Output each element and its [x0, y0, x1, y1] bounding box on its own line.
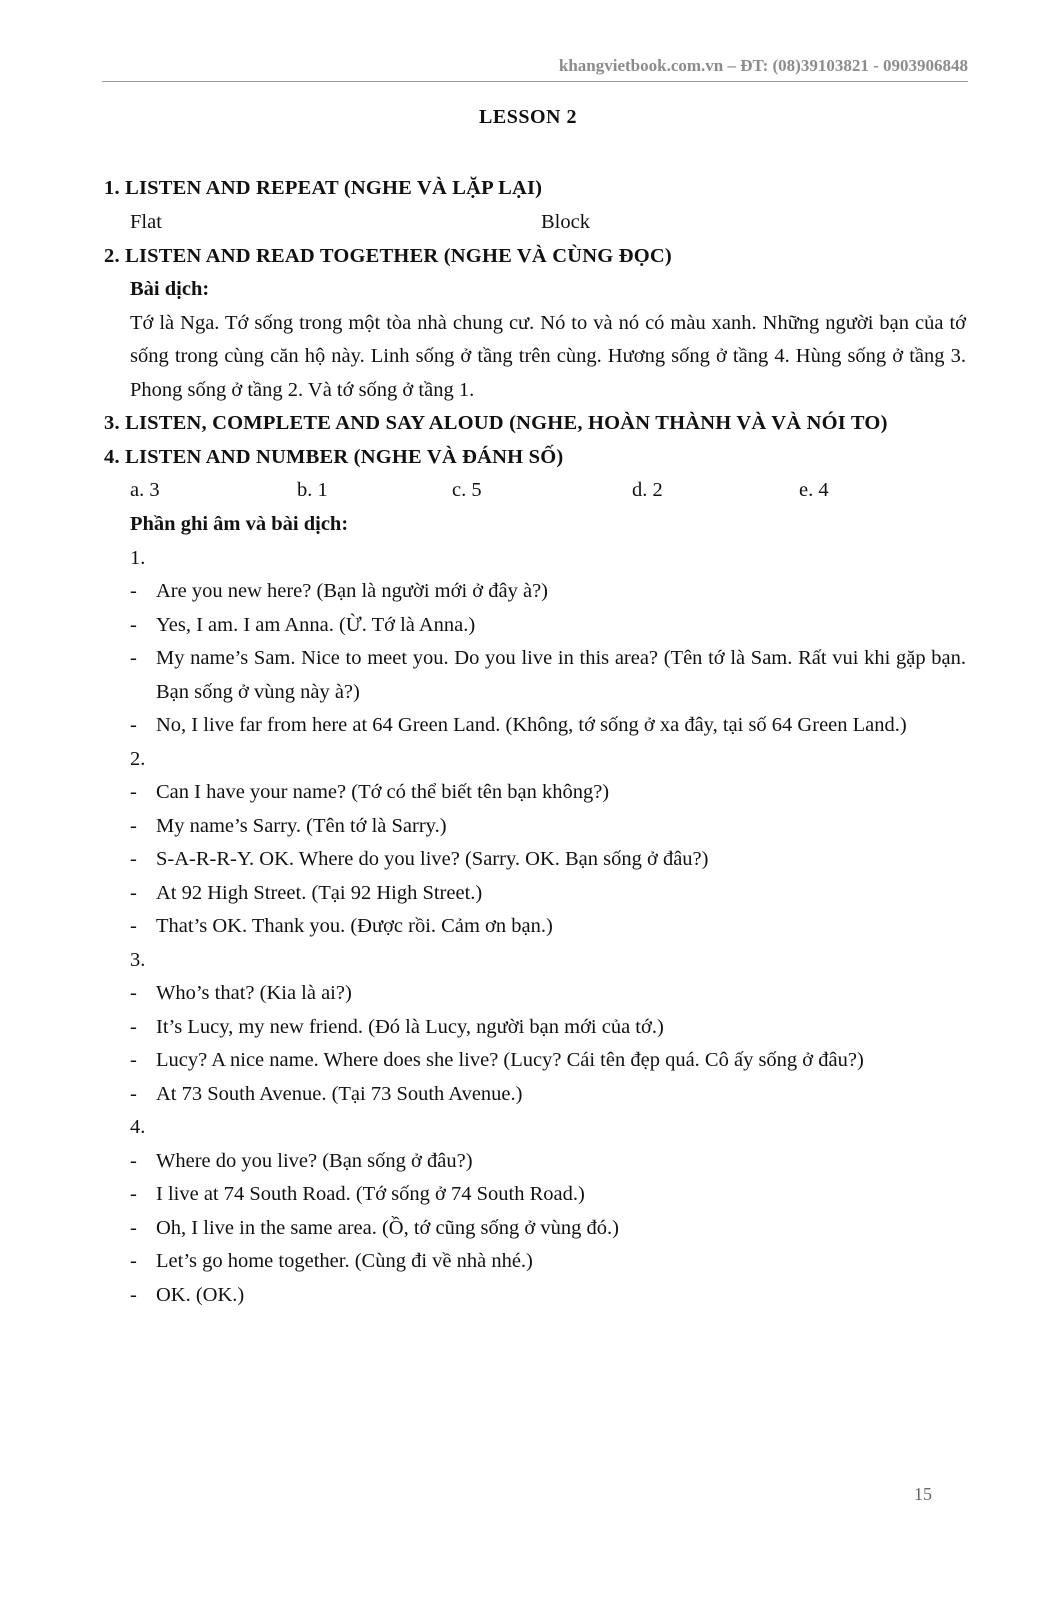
dialogue-number: 3. — [130, 948, 146, 971]
page-number: 15 — [914, 1484, 932, 1504]
dash-bullet: - — [130, 714, 137, 736]
vocab-word: Block — [541, 210, 590, 233]
dialogue-number: 4. — [130, 1116, 146, 1138]
lesson-title: LESSON 2 — [479, 106, 577, 128]
dash-bullet: - — [130, 1250, 137, 1272]
dash-bullet: - — [130, 982, 137, 1004]
dialogue-text: My name’s Sam. Nice to meet you. Do you live in this area? (Tên tớ là Sam. Rất vui khi gặp bạn. Bạn sống ở vùng này à?) — [156, 647, 966, 703]
dialogue-text: My name’s Sarry. (Tên tớ là Sarry.) — [156, 814, 447, 837]
dash-bullet: - — [130, 915, 137, 937]
answer-item: c. 5 — [452, 479, 482, 501]
dialogue-line — [104, 609, 966, 643]
page-header: khangvietbook.com.vn – ĐT: (08)39103821 - 0903906848 — [102, 56, 968, 82]
dialogue-text: At 73 South Avenue. (Tại 73 South Avenue.) — [156, 1082, 523, 1105]
answer-row — [104, 474, 966, 508]
dialogue-line — [104, 843, 966, 877]
dialogue-text: At 92 High Street. (Tại 92 High Street.) — [156, 881, 483, 904]
dialogue-line — [104, 1044, 966, 1078]
dialogue-text: Where do you live? (Bạn sống ở đâu?) — [156, 1149, 473, 1172]
dash-bullet: - — [130, 580, 137, 602]
dialogue-line — [104, 977, 966, 1011]
dialogue-text: Are you new here? (Bạn là người mới ở đây à?) — [156, 580, 548, 602]
dialogue-text: Oh, I live in the same area. (Ồ, tớ cũng sống ở vùng đó.) — [156, 1216, 619, 1239]
dialogue-text: S-A-R-R-Y. OK. Where do you live? (Sarry. OK. Bạn sống ở đâu?) — [156, 848, 709, 870]
dash-bullet: - — [130, 1049, 137, 1071]
dash-bullet: - — [130, 881, 137, 904]
dialogue-line — [104, 1078, 966, 1112]
dialogue-line — [104, 910, 966, 944]
dialogue-line — [104, 575, 966, 609]
dash-bullet: - — [130, 848, 137, 870]
answer-item: e. 4 — [799, 479, 829, 501]
answer-item: d. 2 — [632, 479, 663, 501]
dialogue-text: Let’s go home together. (Cùng đi về nhà nhé.) — [156, 1250, 533, 1272]
dialogue-text: Can I have your name? (Tớ có thể biết tên bạn không?) — [156, 781, 610, 803]
dialogue-text: Lucy? A nice name. Where does she live? (Lucy? Cái tên đẹp quá. Cô ấy sống ở đâu?) — [156, 1049, 864, 1071]
answer-item: a. 3 — [130, 479, 160, 501]
dialogue-line — [104, 1178, 966, 1212]
transcript-label: Phần ghi âm và bài dịch: — [130, 513, 349, 535]
dialogue-number: 2. — [130, 747, 146, 770]
dialogue-line — [104, 1011, 966, 1045]
dialogue-text: OK. (OK.) — [156, 1283, 245, 1306]
dialogue-line — [104, 776, 966, 810]
dialogue-text: I live at 74 South Road. (Tớ sống ở 74 South Road.) — [156, 1183, 585, 1205]
section-2-heading: 2. LISTEN AND READ TOGETHER (NGHE VÀ CÙNG ĐỌC) — [104, 244, 672, 267]
dialogue-line — [104, 642, 966, 709]
dialogue-text: That’s OK. Thank you. (Được rồi. Cảm ơn bạn.) — [156, 915, 553, 937]
dialogue-number: 1. — [130, 546, 146, 569]
dash-bullet: - — [130, 647, 137, 669]
dash-bullet: - — [130, 613, 137, 636]
dialogue-line — [104, 1212, 966, 1246]
dialogue-line — [104, 877, 966, 911]
translation-paragraph: Tớ là Nga. Tớ sống trong một tòa nhà chung cư. Nó to và nó có màu xanh. Những người bạn của tớ sống trong cùng căn hộ này. Linh sống ở tầng trên cùng. Hương sống ở tầng 4. Hùng sống ở tầng 3. Phong sống ở tầng 2. Và tớ sống ở tầng 1. — [130, 311, 966, 401]
dialogue-line — [104, 1279, 966, 1313]
translation-label: Bài dịch: — [130, 278, 210, 300]
section-1-heading: 1. LISTEN AND REPEAT (NGHE VÀ LẶP LẠI) — [104, 177, 543, 199]
dialogue-line — [104, 1145, 966, 1179]
dialogue-line — [104, 810, 966, 844]
vocabulary-row — [104, 206, 966, 240]
vocab-word: Flat — [130, 210, 162, 233]
dash-bullet: - — [130, 1015, 137, 1038]
dash-bullet: - — [130, 1149, 137, 1172]
dash-bullet: - — [130, 814, 137, 837]
lesson-content — [104, 172, 966, 1312]
section-4-heading: 4. LISTEN AND NUMBER (NGHE VÀ ĐÁNH SỐ) — [104, 445, 564, 468]
dash-bullet: - — [130, 781, 137, 803]
dialogue-text: No, I live far from here at 64 Green Land. (Không, tớ sống ở xa đây, tại số 64 Green Land.) — [156, 714, 907, 736]
dash-bullet: - — [130, 1283, 137, 1306]
dialogue-line — [104, 1245, 966, 1279]
dialogue-line — [104, 709, 966, 743]
answer-item: b. 1 — [297, 479, 328, 501]
dialogue-text: It’s Lucy, my new friend. (Đó là Lucy, người bạn mới của tớ.) — [156, 1015, 664, 1038]
dash-bullet: - — [130, 1183, 137, 1205]
dialogue-text: Who’s that? (Kia là ai?) — [156, 982, 352, 1004]
dash-bullet: - — [130, 1082, 137, 1105]
section-3-heading: 3. LISTEN, COMPLETE AND SAY ALOUD (NGHE, HOÀN THÀNH VÀ VÀ NÓI TO) — [104, 412, 888, 434]
dialogue-text: Yes, I am. I am Anna. (Ừ. Tớ là Anna.) — [156, 613, 476, 636]
dash-bullet: - — [130, 1216, 137, 1239]
